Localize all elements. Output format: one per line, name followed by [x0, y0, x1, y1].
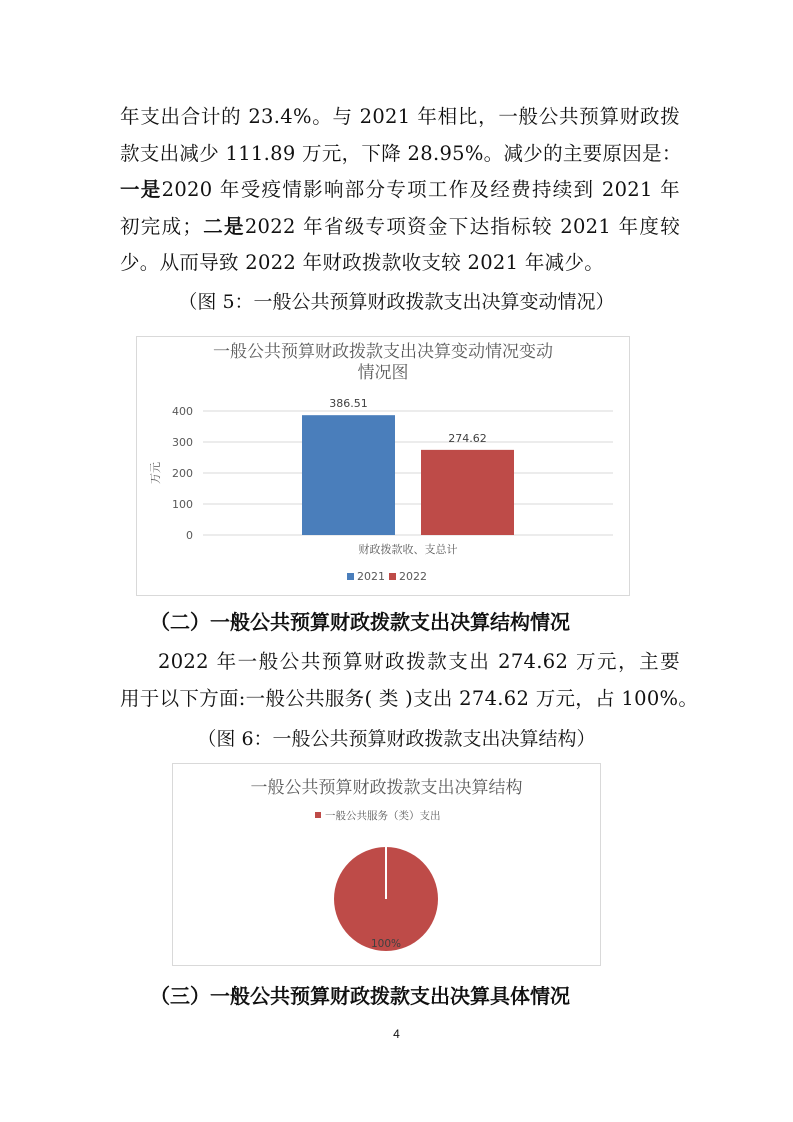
body-paragraph-2	[120, 644, 699, 717]
chart-title: 一般公共预算财政拨款支出决算结构	[250, 778, 523, 798]
pie-chart	[172, 763, 601, 966]
y-tick-label: 400	[172, 405, 193, 418]
text-line: 2022 年一般公共预算财政拨款支出 274.62 万元，主要	[158, 650, 680, 673]
bar-chart	[136, 336, 630, 596]
page-number: 4	[393, 1027, 400, 1041]
legend-swatch	[315, 812, 321, 818]
text-line: 少。从而导致 2022 年财政拨款收支较 2021 年减少。	[120, 251, 605, 274]
section-heading-3: （三）一般公共预算财政拨款支出决算具体情况	[150, 984, 570, 1008]
bold-marker: 一是	[120, 178, 162, 201]
y-tick-label: 200	[172, 467, 193, 480]
legend-label: 一般公共服务（类）支出	[325, 810, 441, 822]
text-fragment: 2020 年受疫情影响部分专项工作及经费持续到 2021 年	[161, 178, 680, 201]
pie-chart-plot	[173, 764, 600, 965]
data-label: 386.51	[329, 397, 368, 411]
section-heading-2: （二）一般公共预算财政拨款支出决算结构情况	[150, 610, 570, 634]
data-label: 274.62	[448, 431, 487, 445]
text-line: 款支出减少 111.89 万元，下降 28.95%。减少的主要原因是：	[120, 141, 682, 165]
chart-title-line: 一般公共预算财政拨款支出决算变动情况变动	[213, 342, 553, 362]
data-label: 100%	[370, 938, 402, 950]
y-axis-label: 万元	[149, 462, 162, 484]
figure-caption-6: （图 6：一般公共预算财政拨款支出决算结构）	[197, 728, 596, 750]
x-category-label: 财政拨款收、支总计	[358, 543, 458, 556]
legend-label: 2022	[399, 570, 427, 583]
y-tick-label: 100	[172, 498, 193, 511]
text-fragment: 2022 年省级专项资金下达指标较 2021 年度较	[244, 214, 680, 238]
body-paragraph-1	[120, 99, 680, 282]
legend-swatch	[347, 573, 354, 580]
figure-caption-5: （图 5：一般公共预算财政拨款支出决算变动情况）	[178, 291, 615, 313]
legend-swatch	[389, 573, 396, 580]
text-line: 用于以下方面:一般公共服务( 类 )支出 274.62 万元，占 100%。	[120, 686, 699, 710]
bold-marker: 二是	[202, 214, 245, 238]
text-line: 年支出合计的 23.4%。与 2021 年相比，一般公共预算财政拨	[120, 105, 680, 128]
text-line	[120, 209, 680, 246]
bar-2021	[302, 415, 395, 535]
chart-title-line: 情况图	[357, 363, 409, 383]
legend-label: 2021	[357, 570, 385, 583]
bar-2022	[421, 450, 514, 535]
bar-chart-plot	[137, 337, 629, 595]
text-line	[120, 172, 680, 209]
y-tick-label: 0	[186, 529, 193, 542]
text-fragment: 初完成；	[120, 214, 203, 238]
y-tick-label: 300	[172, 436, 193, 449]
